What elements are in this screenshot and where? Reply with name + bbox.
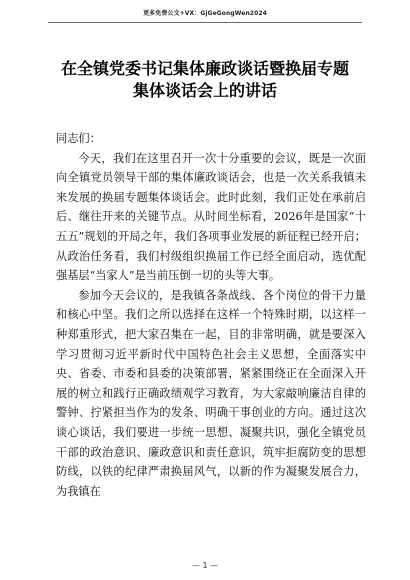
title-line-1: 在全镇党委书记集体廉政谈话暨换届专题 <box>60 59 349 78</box>
paragraph-1: 今天，我们在这里召开一次十分重要的会议，既是一次面向全镇党员领导干部的集体廉政谈话会，也是一次关系我镇未来发展的换届专题集体谈话会。此时此刻，我们正处在承前启后、继往开来的关键节点。从时间坐标看，2026年是国家“十五五”规划的开局之年，我们各项事业发展的新征程已经开启；从政治任务看，我们村级组织换届工作已经全面启动，选优配强基层“当家人”是当前压倒一切的头等大事。 <box>56 151 366 283</box>
paragraph-2: 参加今天会议的，是我镇各条战线、各个岗位的骨干力量和核心中坚。我们之所以选择在这样一个特殊时期，以这样一种郑重形式，把大家召集在一起，目的非常明确，就是要深入学习贯彻习近平新时代中国特色社会主义思想，全面落实中央、省委、市委和县委的决策部署，紧紧围绕正在全面深入开展的树立和践行正确政绩观学习教育，为大家敲响廉洁自律的警钟、拧紧担当作为的发条、明确干事创业的方向。通过这次谈心谈话，我们要进一步统一思想、凝聚共识，强化全镇党员干部的政治意识、廉政意识和责任意识，筑牢拒腐防变的思想防线，以铁的纪律严肃换届风气，以新的作为凝聚发展合力，为我镇在 <box>56 288 366 498</box>
page-header <box>48 0 362 23</box>
document-body <box>56 129 366 501</box>
header-promo-text: 更多免费公文+VX：GjGeGongWen2024 <box>143 10 267 17</box>
title-line-2: 集体谈话会上的讲话 <box>132 81 277 100</box>
page-number: — 1 — <box>191 561 219 570</box>
document-title <box>40 58 370 102</box>
salutation: 同志们： <box>56 132 101 145</box>
